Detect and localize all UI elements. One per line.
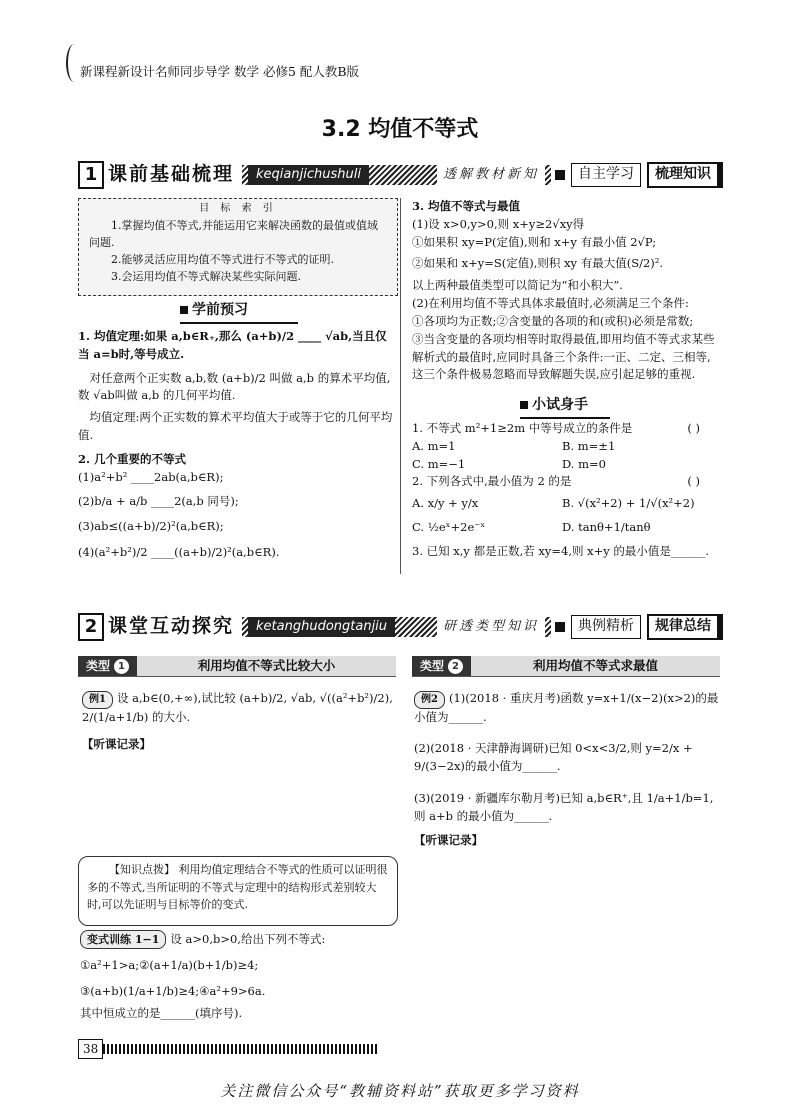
quiz-options-row [412, 438, 720, 456]
type-title: 利用均值不等式求最值 [533, 658, 659, 674]
type-label-text: 类型 [420, 658, 445, 673]
example-2-part1 [414, 690, 720, 726]
band-pinyin: keqianjichushuli [248, 165, 369, 185]
example-2-part3: (3)(2019 · 新疆库尔勒月考)已知 a,b∈R⁺,且 1/a+1/b=1,则 a+b 的最小值为______. [414, 790, 714, 823]
text-line: ③当含变量的各项均相等时取得最值,即用均值不等式求某些解析式的最值时,应同时具备三个条件:一正、二定、三相等,这三个条件极易忽略而导致解题失误,应引起足够的重视. [412, 331, 715, 382]
practice-badge: 变式训练 1−1 [80, 930, 166, 949]
preview-content [78, 328, 396, 562]
band-box-self-study: 自主学习 [571, 163, 641, 187]
text-line: 以上两种最值类型可以简记为“和小积大”. [412, 278, 623, 293]
knowledge-tip-box [78, 856, 398, 926]
practice-1-1 [80, 930, 396, 1022]
section-band-1 [78, 160, 723, 190]
preview-heading-block [180, 300, 298, 324]
footer-promo: 关注微信公众号“教辅资料站”获取更多学习资料 [220, 1082, 580, 1100]
quiz-q3: 3. 已知 x,y 都是正数,若 xy=4,则 x+y 的最小值是______. [412, 543, 710, 558]
goal-label: 目 标 索 引 [199, 203, 277, 214]
page-number: 38 [78, 1039, 103, 1060]
goal-item: 2.能够灵活应用均值不等式进行不等式的证明. [111, 252, 334, 266]
quiz-options-row [412, 519, 720, 537]
goal-item: 3.会运用均值不等式解决某些实际问题. [111, 269, 301, 283]
page-number-bar [78, 1041, 378, 1057]
inequality-item: (1)a²+b² ____2ab(a,b∈R); [78, 469, 224, 484]
section-title: 3.2 均值不等式 [321, 117, 479, 142]
goal-index-box [78, 198, 398, 296]
option-d: D. m=0 [562, 456, 606, 471]
option-b: B. m=±1 [562, 438, 616, 453]
option-a: A. m=1 [412, 438, 456, 453]
band-stripe [242, 165, 551, 185]
preview-mean-def: 对任意两个正实数 a,b,数 (a+b)/2 叫做 a,b 的算术平均值,数 √ab叫做 a,b 的几何平均值. [78, 370, 391, 403]
dot-pattern [103, 1044, 378, 1054]
band-pinyin: ketanghudongtanjiu [248, 617, 395, 637]
text-line: ②如果和 x+y=S(定值),则积 xy 有最大值(S/2)². [412, 256, 664, 271]
knowledge-tip-text: 【知识点拨】 利用均值定理结合不等式的性质可以证明很多的不等式,当所证明的不等式与定理中的结构形式差别较大时,可以先证明与目标等价的变式. [87, 863, 388, 912]
inequality-item: (4)(a²+b²)/2 ____((a+b)/2)²(a,b∈R). [78, 545, 280, 560]
example-2-part2: (2)(2018 · 天津静海调研)已知 0<x<3/2,则 y=2/x + 9/(3−2x)的最小值为______. [414, 741, 693, 774]
mean-inequality-extremum [412, 198, 720, 384]
quiz-options-row [412, 456, 720, 474]
type-label-text: 类型 [86, 658, 111, 673]
heading-underline [520, 417, 610, 419]
text-line: (1)设 x>0,y>0,则 x+y≥2√xy得 [412, 216, 585, 231]
band-box-examples: 典例精析 [571, 615, 641, 639]
square-icon [555, 622, 565, 632]
type-label [78, 656, 137, 676]
column-divider [400, 198, 401, 574]
option-c: C. m=−1 [412, 456, 466, 471]
example-1 [82, 690, 394, 754]
band-title: 课前基础梳理 [108, 163, 235, 186]
preview-theorem-statement: 均值定理:两个正实数的算术平均值大于或等于它的几何平均值. [78, 410, 393, 443]
band-number: 1 [78, 161, 104, 189]
type-2-bar [412, 656, 720, 677]
example-1-body: 设 a,b∈(0,+∞),试比较 (a+b)/2, √ab, √((a²+b²)/2), 2/(1/a+1/b) 的大小. [82, 691, 393, 724]
text-line: ①如果积 xy=P(定值),则和 x+y 有最小值 2√P; [412, 234, 657, 249]
answer-paren: ( ) [687, 421, 700, 435]
quiz-heading-block [520, 395, 610, 419]
quiz-heading: 小试身手 [520, 395, 610, 417]
band-stripe [242, 617, 551, 637]
band-slogan: 研透类型知识 [437, 617, 545, 637]
type-number: 1 [114, 659, 129, 674]
section-band-2 [78, 612, 723, 642]
quiz-q1-text: 1. 不等式 m²+1≥2m 中等号成立的条件是 [412, 421, 633, 435]
option-a: A. x/y + y/x [412, 496, 479, 511]
band-box-review: 梳理知识 [647, 162, 723, 188]
quiz-q2 [412, 473, 720, 491]
inequality-item: (2)b/a + a/b ____2(a,b 同号); [78, 493, 239, 508]
text-line: (2)在利用均值不等式具体求最值时,必须满足三个条件: [412, 296, 689, 311]
square-icon [555, 170, 565, 180]
example-1-text [82, 690, 394, 726]
quiz-options-row [412, 495, 720, 513]
type-title: 利用均值不等式比较大小 [197, 658, 336, 674]
heading-underline [180, 322, 298, 324]
goal-item: 1.掌握均值不等式,并能运用它来解决函数的最值或值域问题. [89, 218, 378, 249]
band-number: 2 [78, 613, 104, 641]
practice-line: ①a²+1>a;②(a+1/a)(b+1/b)≥4; [80, 958, 259, 973]
practice-line: 其中恒成立的是______(填序号). [80, 1005, 243, 1020]
type-number: 2 [448, 659, 463, 674]
preview-important-heading: 2. 几个重要的不等式 [78, 451, 187, 466]
practice-lead-text: 设 a>0,b>0,给出下列不等式: [170, 932, 326, 946]
quiz-content [412, 420, 720, 561]
section3-heading: 3. 均值不等式与最值 [412, 199, 521, 213]
text-line: ①各项均为正数;②含变量的各项的和(或积)必须是常数; [412, 313, 694, 328]
lecture-notes-label: 【听课记录】 [82, 737, 151, 752]
band-title: 课堂互动探究 [108, 615, 235, 638]
practice-lead [80, 930, 396, 949]
preview-theorem: 1. 均值定理:如果 a,b∈R₊,那么 (a+b)/2 ____ √ab,当且仅当 a=b时,等号成立. [78, 329, 387, 361]
practice-line: ③(a+b)(1/a+1/b)≥4;④a²+9>6a. [80, 983, 266, 998]
band-slogan: 透解教材新知 [437, 165, 545, 185]
running-header: 新课程新设计名师同步导学 数学 必修5 配人教B版 [80, 64, 360, 79]
example-2 [414, 690, 720, 849]
type-1-bar [78, 656, 396, 677]
type-label [412, 656, 471, 676]
option-d: D. tanθ+1/tanθ [562, 520, 651, 535]
inequality-item: (3)ab≤((a+b)/2)²(a,b∈R); [78, 519, 224, 534]
quiz-q1 [412, 420, 720, 438]
example-badge: 例2 [414, 691, 445, 709]
example-2-part1-text: (1)(2018 · 重庆月考)函数 y=x+1/(x−2)(x>2)的最小值为______. [414, 691, 719, 724]
example-badge: 例1 [82, 691, 113, 709]
band-box-summary: 规律总结 [647, 614, 723, 640]
preview-heading: 学前预习 [180, 300, 298, 322]
answer-paren: ( ) [687, 474, 700, 489]
option-c: C. ½eˣ+2e⁻ˣ [412, 520, 486, 535]
quiz-q2-text: 2. 下列各式中,最小值为 2 的是 [412, 474, 572, 489]
lecture-notes-label: 【听课记录】 [414, 832, 483, 847]
option-b: B. √(x²+2) + 1/√(x²+2) [562, 496, 695, 511]
